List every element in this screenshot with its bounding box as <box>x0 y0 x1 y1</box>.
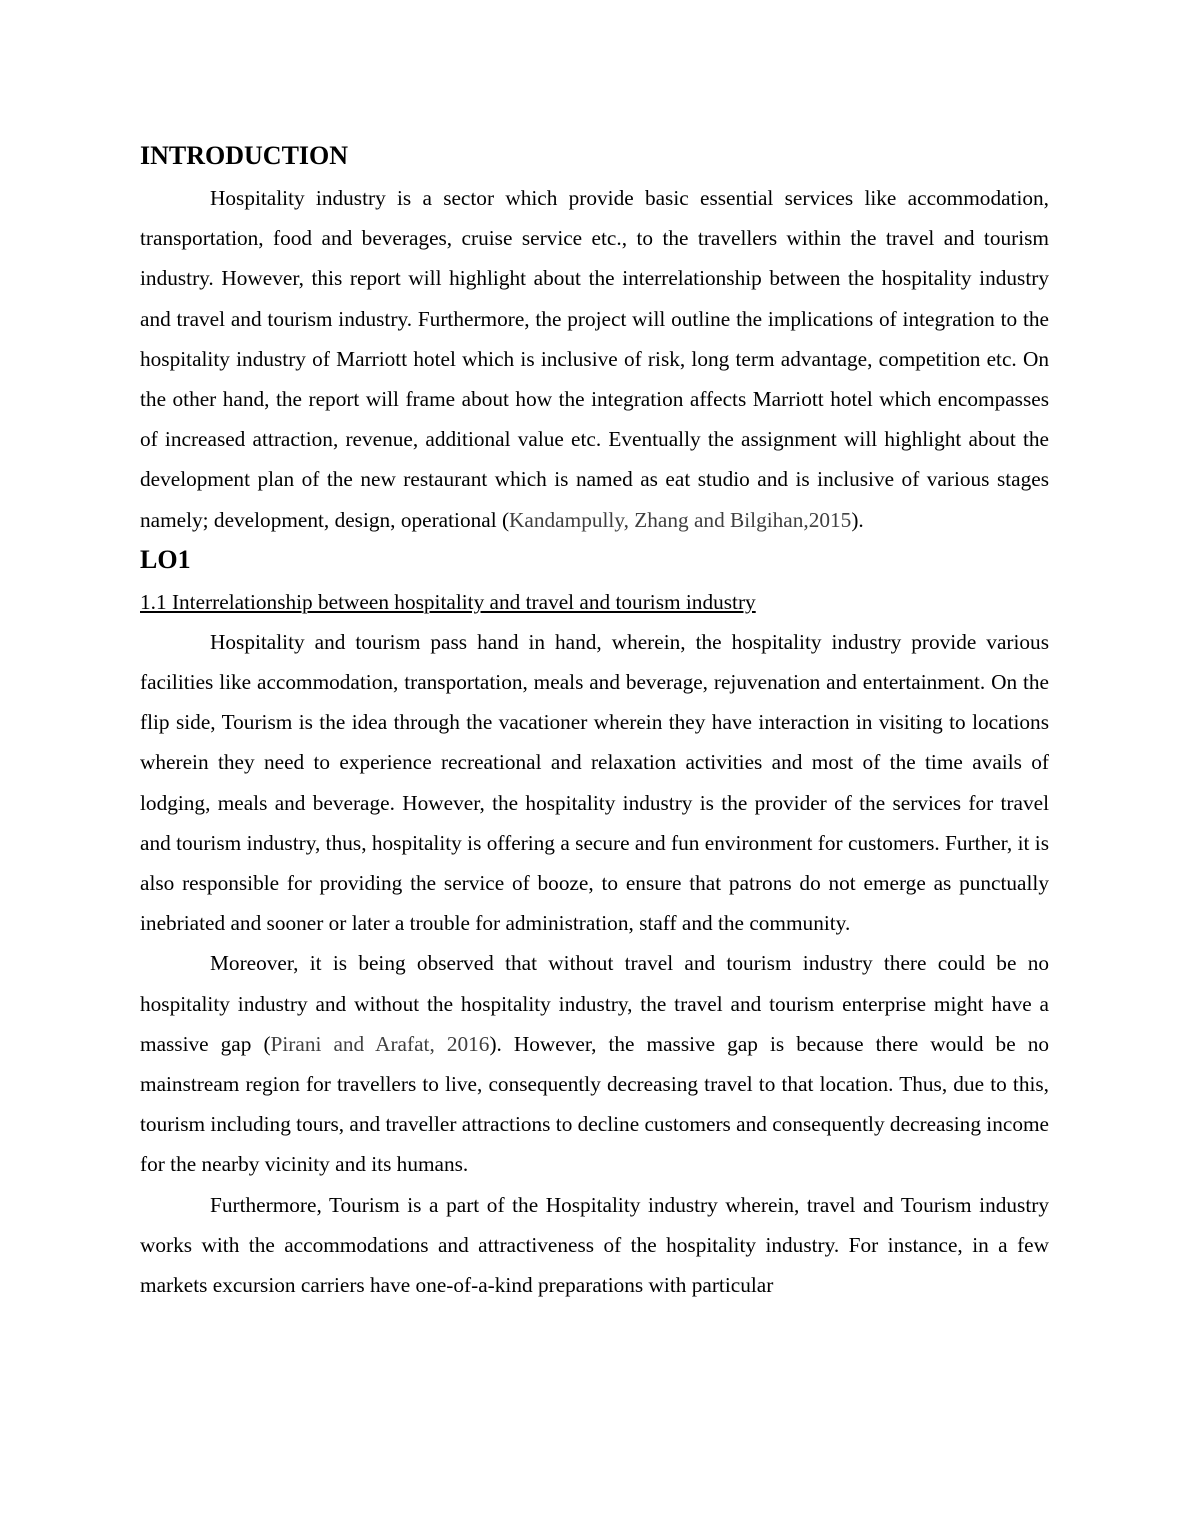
citation-pirani: Pirani and Arafat, 2016 <box>270 1031 490 1056</box>
citation-kandampully: Kandampully, Zhang and Bilgihan,2015 <box>509 507 852 532</box>
lo1-paragraph-2 <box>140 943 1049 1184</box>
introduction-paragraph <box>140 178 1049 540</box>
lo1-paragraph-1: Hospitality and tourism pass hand in hand, wherein, the hospitality industry provide various facilities like accommodation, transportation, meals and beverage, rejuvenation and entertainment. On the flip side, Tourism is the idea through the vacationer wherein they have interaction in visiting to locations wherein they need to experience recreational and relaxation activities and most of the time avails of lodging, meals and beverage. However, the hospitality industry is the provider of the services for travel and tourism industry, thus, hospitality is offering a secure and fun environment for customers. Further, it is also responsible for providing the service of booze, to ensure that patrons do not emerge as punctually inebriated and sooner or later a trouble for administration, staff and the community. <box>140 629 1049 936</box>
lo1-paragraph-3: Furthermore, Tourism is a part of the Hospitality industry wherein, travel and Tourism industry works with the accommodations and attractiveness of the hospitality industry. For instance, in a few markets excursion carriers have one-of-a-kind preparations with particular <box>140 1192 1049 1298</box>
introduction-paragraph-end: ). <box>851 507 864 532</box>
lo1-paragraph-2-text: Moreover, it is being observed that without travel and tourism industry there could be no hospitality industry and without the hospitality industry, the travel and tourism enterprise might have a massive gap ( <box>140 951 1049 1056</box>
document-page <box>140 138 1049 1305</box>
introduction-paragraph-text: Hospitality industry is a sector which provide basic essential services like accommodation, transportation, food and beverages, cruise service etc., to the travellers within the travel and tourism industry. However, this report will highlight about the interrelationship between the hospitality industry and travel and tourism industry. Furthermore, the project will outline the implications of integration to the hospitality industry of Marriott hotel which is inclusive of risk, long term advantage, competition etc. On the other hand, the report will frame about how the integration affects Marriott hotel which encompasses of increased attraction, revenue, additional value etc. Eventually the assignment will highlight about the development plan of the new restaurant which is named as eat studio and is inclusive of various stages namely; development, design, operational ( <box>140 186 1049 532</box>
subsection-heading-1-1: 1.1 Interrelationship between hospitality and travel and tourism industry <box>140 589 756 614</box>
lo1-paragraph-2-end: ). However, the massive gap is because there would be no mainstream region for travellers to live, consequently decreasing travel to that location. Thus, due to this, tourism including tours, and traveller attractions to decline customers and consequently decreasing income for the nearby vicinity and its humans. <box>140 1031 1049 1177</box>
lo1-heading: LO1 <box>140 544 191 574</box>
introduction-heading: INTRODUCTION <box>140 141 349 170</box>
